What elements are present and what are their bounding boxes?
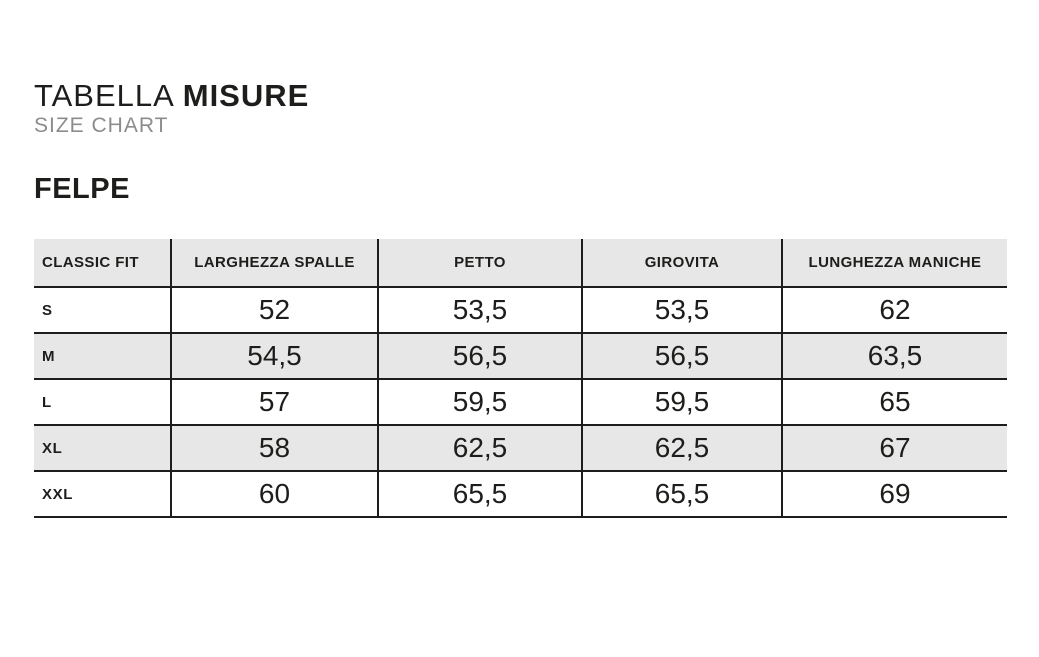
measure-cell: 59,5 xyxy=(378,379,582,425)
measure-cell: 62 xyxy=(782,287,1007,333)
size-label-m: M xyxy=(34,333,171,379)
page-title xyxy=(34,80,1009,111)
measure-cell: 67 xyxy=(782,425,1007,471)
page-subtitle: SIZE CHART xyxy=(34,114,169,137)
table-row-s xyxy=(34,287,1007,333)
measure-cell: 60 xyxy=(171,471,378,517)
size-label-xxl: XXL xyxy=(34,471,171,517)
measure-cell: 53,5 xyxy=(378,287,582,333)
column-header-larghezza-spalle: LARGHEZZA SPALLE xyxy=(171,239,378,287)
measure-cell: 63,5 xyxy=(782,333,1007,379)
measure-cell: 57 xyxy=(171,379,378,425)
measure-cell: 56,5 xyxy=(378,333,582,379)
measure-cell: 53,5 xyxy=(582,287,782,333)
measure-cell: 56,5 xyxy=(582,333,782,379)
table-row-m xyxy=(34,333,1007,379)
section-title-felpe: FELPE xyxy=(34,173,130,205)
page-title-part-regular: TABELLA xyxy=(34,78,174,113)
measure-cell: 59,5 xyxy=(582,379,782,425)
table-row-xl xyxy=(34,425,1007,471)
size-label-s: S xyxy=(34,287,171,333)
measure-cell: 65,5 xyxy=(582,471,782,517)
measure-cell: 52 xyxy=(171,287,378,333)
measure-cell: 69 xyxy=(782,471,1007,517)
measure-cell: 65 xyxy=(782,379,1007,425)
table-header-row xyxy=(34,239,1007,287)
size-label-xl: XL xyxy=(34,425,171,471)
column-header-petto: PETTO xyxy=(378,239,582,287)
column-header-classic-fit: CLASSIC FIT xyxy=(34,239,171,287)
measure-cell: 62,5 xyxy=(582,425,782,471)
page-title-part-bold: MISURE xyxy=(182,78,310,113)
size-label-l: L xyxy=(34,379,171,425)
measure-cell: 62,5 xyxy=(378,425,582,471)
size-table xyxy=(34,239,1007,518)
column-header-lunghezza-maniche: LUNGHEZZA MANICHE xyxy=(782,239,1007,287)
measure-cell: 65,5 xyxy=(378,471,582,517)
table-row-l xyxy=(34,379,1007,425)
measure-cell: 54,5 xyxy=(171,333,378,379)
measure-cell: 58 xyxy=(171,425,378,471)
table-row-xxl xyxy=(34,471,1007,517)
column-header-girovita: GIROVITA xyxy=(582,239,782,287)
